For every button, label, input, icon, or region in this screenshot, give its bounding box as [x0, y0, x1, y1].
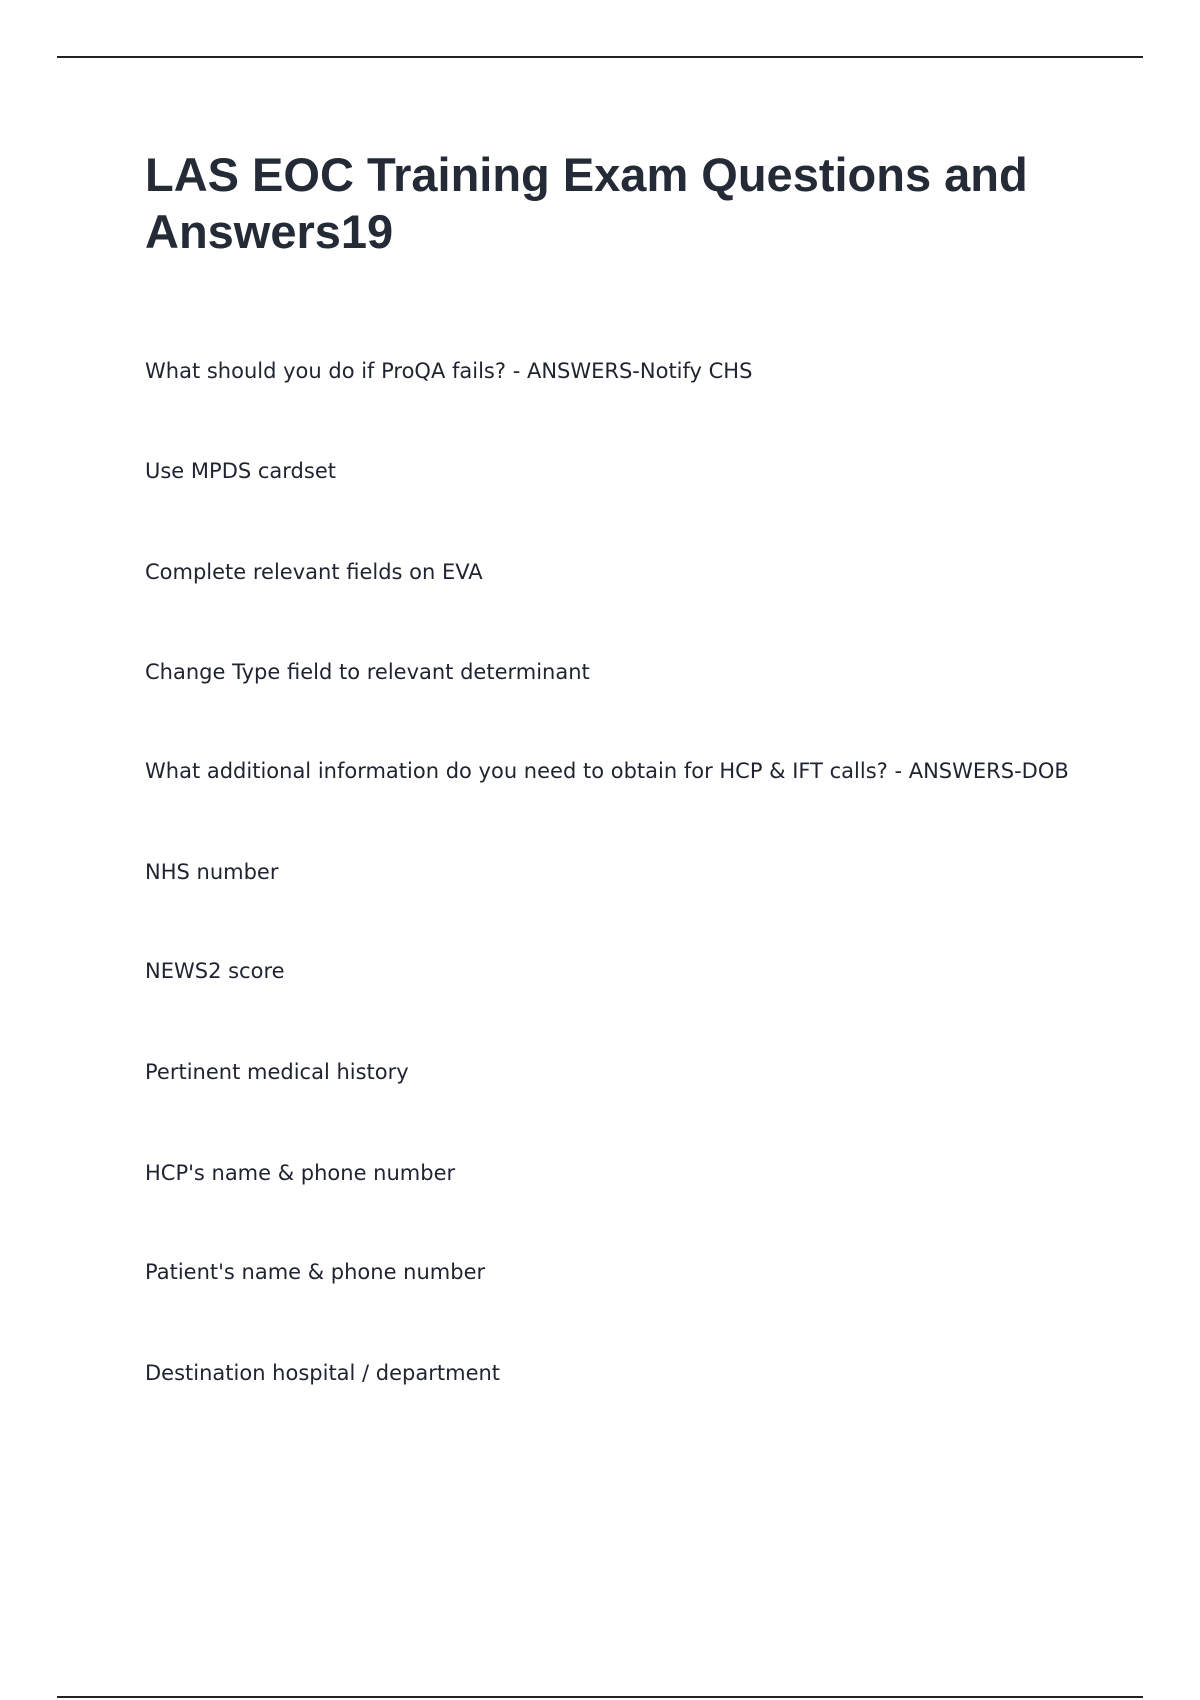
question-line-hcp-ift: What additional information do you need to obtain for HCP & IFT calls? - ANSWERS-DOB: [145, 759, 1069, 783]
top-rule: [57, 56, 1143, 58]
answer-line: Change Type field to relevant determinant: [145, 660, 590, 684]
answer-line: Use MPDS cardset: [145, 459, 336, 483]
bottom-rule: [57, 1696, 1143, 1698]
document-title: LAS EOC Training Exam Questions and Answers19: [145, 148, 1028, 258]
answer-line: Complete relevant fields on EVA: [145, 560, 483, 584]
answer-line: Pertinent medical history: [145, 1060, 409, 1084]
question-line-proqa: What should you do if ProQA fails? - ANSWERS-Notify CHS: [145, 359, 753, 383]
answer-line: NEWS2 score: [145, 959, 285, 983]
answer-line: Patient's name & phone number: [145, 1260, 486, 1284]
answer-line: NHS number: [145, 860, 279, 884]
answer-line: HCP's name & phone number: [145, 1161, 456, 1185]
answer-line: Destination hospital / department: [145, 1361, 501, 1385]
